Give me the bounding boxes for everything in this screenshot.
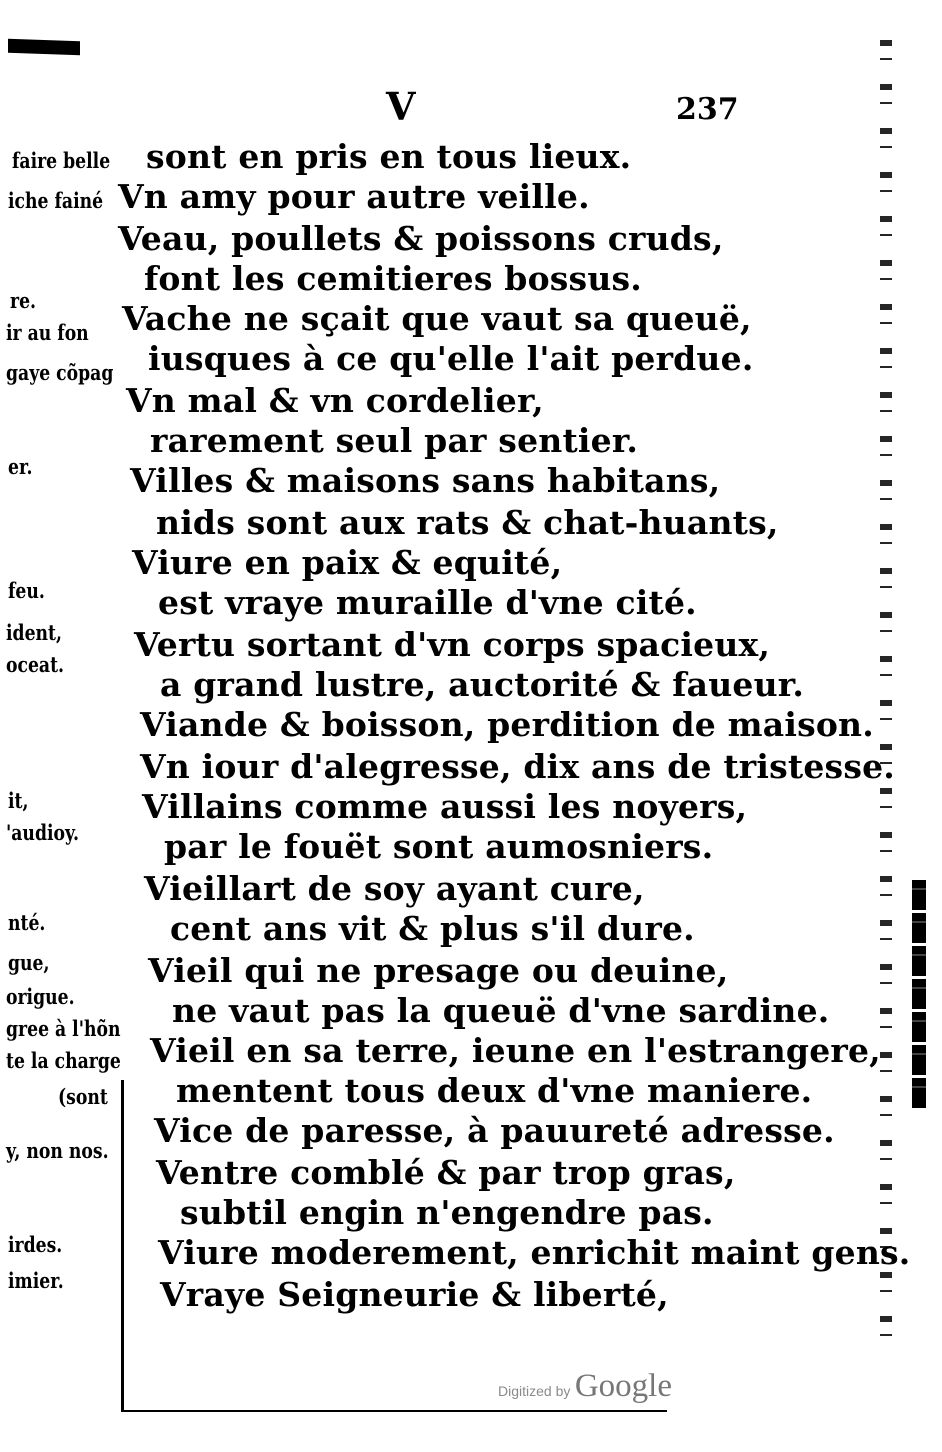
proverb-line: subtil engin n'engendre pas. — [180, 1193, 714, 1232]
proverb-line: rarement seul par sentier. — [150, 421, 639, 460]
digitized-watermark — [498, 1368, 672, 1405]
margin-fragment: gue, — [8, 950, 50, 975]
running-head-letter: V — [386, 84, 416, 129]
margin-fragment: ident, — [6, 620, 63, 645]
proverb-line: par le fouët sont aumosniers. — [164, 827, 714, 866]
proverb-line: Vieil qui ne presage ou deuine, — [148, 951, 729, 990]
proverb-line: Vieillart de soy ayant cure, — [144, 869, 645, 908]
proverb-line: Vn amy pour autre veille. — [118, 177, 590, 216]
watermark-prefix: Digitized by — [498, 1383, 571, 1399]
margin-fragment: irdes. — [8, 1232, 63, 1257]
bottom-rule — [122, 1410, 667, 1412]
proverb-line: Veau, poullets & poissons cruds, — [118, 219, 724, 258]
proverb-line: mentent tous deux d'vne maniere. — [176, 1071, 813, 1110]
margin-fragment: oceat. — [6, 652, 65, 677]
proverb-line: Viande & boisson, perdition de maison. — [140, 705, 874, 744]
proverb-line: iusques à ce qu'elle l'ait perdue. — [148, 339, 754, 378]
proverb-line: Villains comme aussi les noyers, — [142, 787, 748, 826]
margin-fragment: faire belle — [12, 148, 111, 173]
proverb-line: sont en pris en tous lieux. — [146, 137, 632, 176]
proverb-line: Vache ne sçait que vaut sa queuë, — [122, 299, 752, 338]
proverb-line: Vn iour d'alegresse, dix ans de tristesse. — [140, 747, 895, 786]
proverb-line: cent ans vit & plus s'il dure. — [170, 909, 695, 948]
margin-fragment: origue. — [6, 984, 75, 1009]
page-edge-shadow — [912, 880, 926, 1110]
gutter-rule — [121, 1080, 124, 1412]
proverb-line: Villes & maisons sans habitans, — [130, 461, 721, 500]
proverb-line: Vieil en sa terre, ieune en l'estrangere, — [150, 1031, 881, 1070]
margin-fragment: te la charge — [6, 1048, 121, 1073]
proverb-line: Vice de paresse, à pauureté adresse. — [154, 1111, 835, 1150]
proverb-line: a grand lustre, auctorité & faueur. — [160, 665, 805, 704]
proverb-line: Viure en paix & equité, — [132, 543, 563, 582]
proverb-line: font les cemitieres bossus. — [144, 259, 642, 298]
proverb-line: ne vaut pas la queuë d'vne sardine. — [172, 991, 830, 1030]
margin-fragment: nté. — [8, 910, 46, 935]
margin-fragment: 'audioy. — [6, 820, 80, 845]
proverb-line: Vertu sortant d'vn corps spacieux, — [134, 625, 771, 664]
proverb-line: Vraye Seigneurie & liberté, — [160, 1275, 669, 1314]
margin-fragment: er. — [8, 454, 33, 479]
facing-page-edge — [880, 40, 892, 1360]
margin-fragment: y, non nos. — [6, 1138, 109, 1163]
scan-edge-bar — [8, 39, 80, 56]
margin-fragment: (sont — [58, 1084, 108, 1109]
margin-fragment: imier. — [8, 1268, 64, 1293]
page-number: 237 — [676, 92, 739, 127]
margin-fragment: iche fainé — [8, 188, 104, 213]
proverb-line: est vraye muraille d'vne cité. — [158, 583, 697, 622]
margin-fragment: it, — [8, 788, 29, 813]
margin-fragment: feu. — [8, 578, 45, 603]
google-logo: Google — [574, 1368, 672, 1404]
proverb-line: Ventre comblé & par trop gras, — [156, 1153, 736, 1192]
proverb-line: Viure moderement, enrichit maint gens. — [158, 1233, 911, 1272]
margin-fragment: gaye cõpag — [6, 360, 114, 385]
proverb-line: Vn mal & vn cordelier, — [126, 381, 544, 420]
margin-fragment: re. — [10, 288, 37, 313]
proverb-line: nids sont aux rats & chat-huants, — [156, 503, 779, 542]
margin-fragment: gree à l'hõn — [6, 1016, 121, 1041]
margin-fragment: ir au fon — [6, 320, 89, 345]
